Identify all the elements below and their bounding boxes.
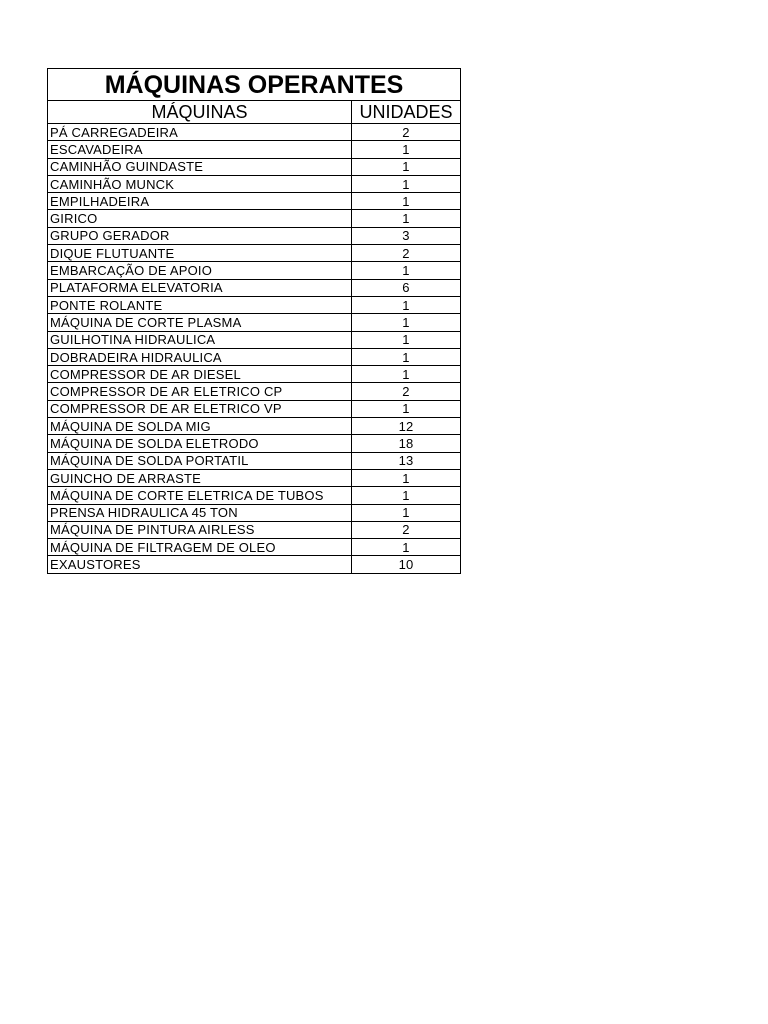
units-cell: 2 [352,383,461,400]
table-row [48,487,461,504]
units-cell: 1 [352,175,461,192]
table-row [48,279,461,296]
units-cell: 1 [352,314,461,331]
machine-name-cell: MÁQUINA DE FILTRAGEM DE OLEO [48,539,352,556]
units-cell: 1 [352,158,461,175]
machine-name-cell: GIRICO [48,210,352,227]
units-cell: 12 [352,418,461,435]
table-row [48,556,461,573]
table-row [48,469,461,486]
table-row [48,539,461,556]
machine-name-cell: GUINCHO DE ARRASTE [48,469,352,486]
units-cell: 10 [352,556,461,573]
table-row [48,383,461,400]
machine-name-cell: DOBRADEIRA HIDRAULICA [48,348,352,365]
units-cell: 1 [352,210,461,227]
table-body [48,124,461,574]
units-cell: 18 [352,435,461,452]
machine-name-cell: GUILHOTINA HIDRAULICA [48,331,352,348]
machine-name-cell: PONTE ROLANTE [48,296,352,313]
machines-table [47,68,461,574]
column-header-machines: MÁQUINAS [48,101,352,124]
units-cell: 1 [352,296,461,313]
title-row [48,69,461,101]
table-row [48,400,461,417]
machine-name-cell: MÁQUINA DE SOLDA MIG [48,418,352,435]
machine-name-cell: MÁQUINA DE CORTE PLASMA [48,314,352,331]
table-row [48,348,461,365]
machine-name-cell: GRUPO GERADOR [48,227,352,244]
units-cell: 2 [352,521,461,538]
machine-name-cell: EMBARCAÇÃO DE APOIO [48,262,352,279]
table-row [48,521,461,538]
machine-name-cell: COMPRESSOR DE AR ELETRICO CP [48,383,352,400]
machine-name-cell: MÁQUINA DE SOLDA ELETRODO [48,435,352,452]
units-cell: 1 [352,141,461,158]
header-row [48,101,461,124]
table-row [48,366,461,383]
machine-name-cell: CAMINHÃO MUNCK [48,175,352,192]
units-cell: 3 [352,227,461,244]
units-cell: 1 [352,348,461,365]
table-row [48,124,461,141]
machine-name-cell: DIQUE FLUTUANTE [48,245,352,262]
table-title: MÁQUINAS OPERANTES [48,69,461,101]
column-header-units: UNIDADES [352,101,461,124]
table-row [48,175,461,192]
table-row [48,418,461,435]
table-row [48,141,461,158]
machine-name-cell: MÁQUINA DE PINTURA AIRLESS [48,521,352,538]
table-row [48,296,461,313]
table-row [48,227,461,244]
machine-name-cell: COMPRESSOR DE AR ELETRICO VP [48,400,352,417]
units-cell: 1 [352,262,461,279]
units-cell: 1 [352,366,461,383]
table-row [48,331,461,348]
machine-name-cell: CAMINHÃO GUINDASTE [48,158,352,175]
units-cell: 6 [352,279,461,296]
table-row [48,314,461,331]
table-row [48,452,461,469]
machine-name-cell: PRENSA HIDRAULICA 45 TON [48,504,352,521]
machine-name-cell: EMPILHADEIRA [48,193,352,210]
machine-name-cell: PÁ CARREGADEIRA [48,124,352,141]
units-cell: 1 [352,487,461,504]
units-cell: 1 [352,504,461,521]
units-cell: 1 [352,400,461,417]
units-cell: 2 [352,124,461,141]
table-row [48,193,461,210]
table-row [48,158,461,175]
units-cell: 1 [352,193,461,210]
units-cell: 13 [352,452,461,469]
table-row [48,262,461,279]
machine-name-cell: ESCAVADEIRA [48,141,352,158]
units-cell: 1 [352,539,461,556]
machine-name-cell: MÁQUINA DE SOLDA PORTATIL [48,452,352,469]
units-cell: 2 [352,245,461,262]
units-cell: 1 [352,469,461,486]
units-cell: 1 [352,331,461,348]
machine-name-cell: EXAUSTORES [48,556,352,573]
machine-name-cell: COMPRESSOR DE AR DIESEL [48,366,352,383]
table-row [48,435,461,452]
machine-name-cell: MÁQUINA DE CORTE ELETRICA DE TUBOS [48,487,352,504]
table-row [48,245,461,262]
table-row [48,504,461,521]
table-row [48,210,461,227]
machine-name-cell: PLATAFORMA ELEVATORIA [48,279,352,296]
